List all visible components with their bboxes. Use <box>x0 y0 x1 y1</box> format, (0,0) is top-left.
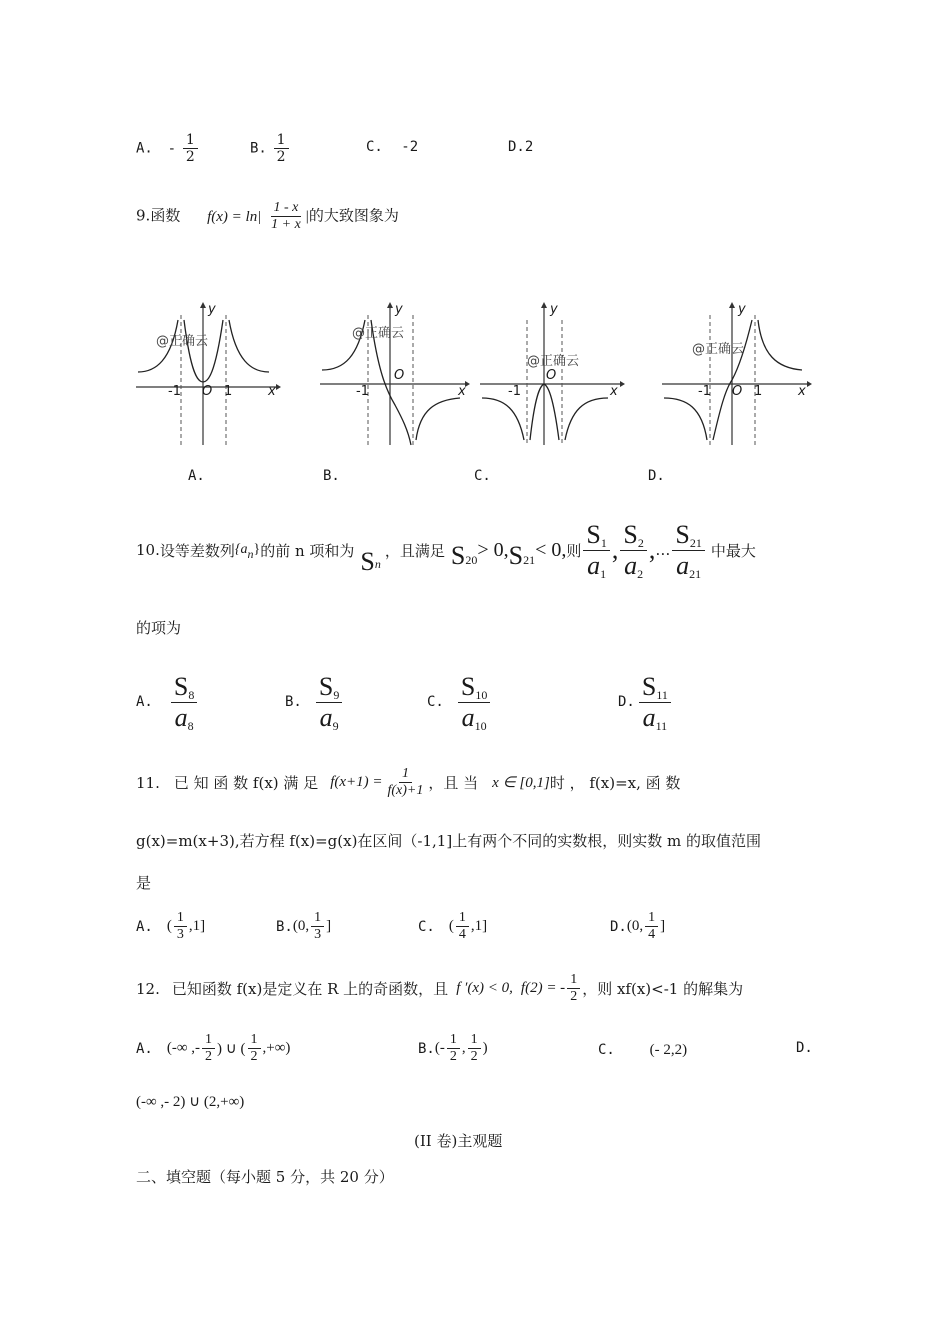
q10-option-d: D. $\frac{S11}{a11}$ <box>618 672 673 733</box>
q12-option-d-label: D. <box>796 1040 813 1056</box>
fraction: $\frac{1}{2}$ <box>202 1032 215 1065</box>
fraction: $\frac{1}{4}$ <box>645 910 658 943</box>
fraction: $\frac{S2}{a2}$ <box>620 520 646 581</box>
fraction: $\frac{1}{f(x)+1}$ <box>387 766 424 799</box>
part-title: (II 卷)主观题 <box>414 1132 503 1150</box>
q11-stem: 11. 已 知 函 数 f(x) 满 足 f(x+1) = $\frac{1}{f(x)+1}$ ，且 当 x ∈ [0,1] 时 ， f(x)=x, 函 数 <box>136 766 681 799</box>
q9-stem: 9.函数 f(x) = ln| $\frac{1 - x}{1 + x}$ |的大致图象为 <box>136 200 399 233</box>
q12-option-d: (-∞ ,- 2) ∪ (2,+∞) <box>136 1094 245 1110</box>
fraction: $\frac{1}{2}$ <box>183 132 198 165</box>
fraction: $\frac{1 - x}{1 + x}$ <box>271 200 301 233</box>
q11-option-b: B. (0, $\frac{1}{3}$ ] <box>276 910 332 943</box>
q11-stem-line3: 是 <box>136 874 152 892</box>
q10-option-b: B. $\frac{S9}{a9}$ <box>285 672 344 733</box>
fraction: $\frac{1}{2}$ <box>447 1032 460 1065</box>
graph-c-label: C. <box>474 468 491 484</box>
q11-stem-line2: g(x)=m(x+3),若方程 f(x)=g(x)在区间（-1,1]上有两个不同的实数根，则实数 m 的取值范围 <box>136 832 761 850</box>
q11-option-a: A. ( $\frac{1}{3}$ ,1] <box>136 910 206 943</box>
fraction: $\frac{1}{2}$ <box>468 1032 481 1065</box>
graph-d: @正确云 y x O -1 1 D. <box>662 300 812 450</box>
q8-option-c: C. -2 <box>366 139 419 155</box>
watermark: @正确云 <box>156 334 209 349</box>
q8-option-b: B. $\frac{1}{2}$ <box>250 132 291 165</box>
q8-option-a: A. - $\frac{1}{2}$ <box>136 132 200 165</box>
fraction: $\frac{1}{2}$ <box>567 972 580 1005</box>
fraction: $\frac{S10}{a10}$ <box>458 672 490 733</box>
fraction: $\frac{S11}{a11}$ <box>639 672 671 733</box>
watermark: @正确云 <box>527 354 580 369</box>
q12-option-c: C. (- 2,2) <box>598 1042 688 1058</box>
graph-b: @正确云 y x O -1 B. <box>320 300 470 450</box>
graph-b-label: B. <box>323 468 340 484</box>
q8-option-d: D.2 <box>508 139 534 155</box>
fraction: $\frac{1}{2}$ <box>248 1032 261 1065</box>
graph-d-plot <box>662 300 812 450</box>
fraction: $\frac{S9}{a9}$ <box>316 672 342 733</box>
graph-c: @正确云 y x O -1 C. <box>480 300 625 450</box>
q10-stem-cont: 的项为 <box>136 619 182 637</box>
graph-d-label: D. <box>648 468 665 484</box>
q10-option-c: C. $\frac{S10}{a10}$ <box>427 672 492 733</box>
q10-stem: 10. 设等差数列 {a n } 的前 n 项和为 S n ，且满足 S 20 > 0, S 21 < 0, 则 $\frac{S1}{a1}$ , $\frac{S2}{a2}$ , … $\frac{S21}{a21}$ 中最大 <box>136 520 756 581</box>
fraction: $\frac{1}{3}$ <box>311 910 324 943</box>
graph-a-label: A. <box>188 468 205 484</box>
q11-option-c: C. ( $\frac{1}{4}$ ,1] <box>418 910 488 943</box>
q12-option-a: A. (-∞ ,- $\frac{1}{2}$ ) ∪ ( $\frac{1}{2}$ ,+∞) <box>136 1032 291 1065</box>
q12-option-b: B. (- $\frac{1}{2}$ , $\frac{1}{2}$ ) <box>418 1032 488 1065</box>
q11-option-d: D. (0, $\frac{1}{4}$ ] <box>610 910 666 943</box>
watermark: @正确云 <box>692 342 745 357</box>
fraction: $\frac{S1}{a1}$ <box>583 520 609 581</box>
fraction: $\frac{S21}{a21}$ <box>672 520 704 581</box>
section-heading: 二、填空题（每小题 5 分，共 20 分） <box>136 1168 394 1186</box>
q10-option-a: A. $\frac{S8}{a8}$ <box>136 672 199 733</box>
q12-stem: 12. 已知函数 f(x)是定义在 R 上的奇函数，且 f ′(x) < 0, f(2) = - $\frac{1}{2}$ ，则 xf(x)<-1 的解集为 <box>136 972 744 1005</box>
fraction: $\frac{S8}{a8}$ <box>171 672 197 733</box>
fraction: $\frac{1}{3}$ <box>174 910 187 943</box>
fraction: $\frac{1}{4}$ <box>456 910 469 943</box>
watermark: @正确云 <box>352 326 405 341</box>
graph-a-plot <box>136 300 281 450</box>
graph-a: @正确云 y x O -1 1 A. <box>136 300 281 450</box>
fraction: $\frac{1}{2}$ <box>274 132 289 165</box>
